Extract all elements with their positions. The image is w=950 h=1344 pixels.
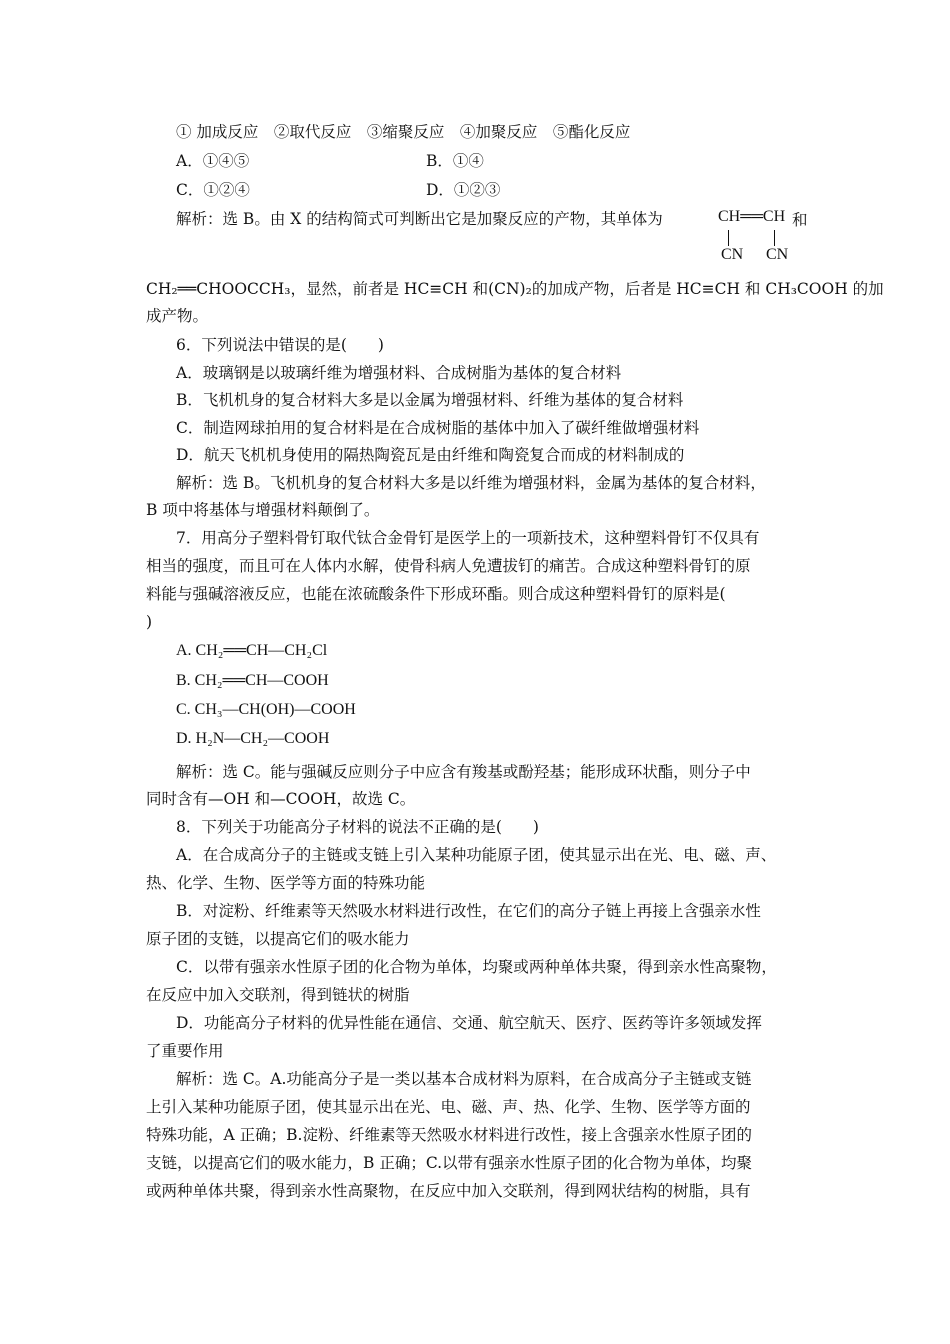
q6-option-a: A．玻璃钢是以玻璃纤维为增强材料、合成树脂为基体的复合材料 [176, 364, 622, 382]
q7-stem-line-1: 7．用高分子塑料骨钉取代钛合金骨钉是医学上的一项新技术，这种塑料骨钉不仅具有 [176, 529, 760, 547]
q6-analysis-line-2: B 项中将基体与增强材料颠倒了。 [146, 501, 380, 519]
q7-analysis-line-1: 解析：选 C。能与强碱反应则分子中应含有羧基或酚羟基；能形成环状酯，则分子中 [176, 763, 751, 781]
monomer-backbone: CH══CH [718, 208, 786, 225]
q5-option-d: D．①②③ [426, 181, 501, 199]
bond-line-left [728, 230, 729, 246]
q8-option-d-line-2: 了重要作用 [146, 1042, 224, 1060]
q8-option-c-line-1: C．以带有强亲水性原子团的化合物为单体，均聚或两种单体共聚，得到亲水性高聚物， [176, 958, 777, 976]
q5-option-a: A．①④⑤ [176, 152, 250, 170]
q6-option-c: C．制造网球拍用的复合材料是在合成树脂的基体中加入了碳纤维做增强材料 [176, 419, 700, 437]
q8-analysis-line-1: 解析：选 C。A.功能高分子是一类以基本合成材料为原料，在合成高分子主链或支链 [176, 1070, 752, 1088]
monomer-structure [718, 208, 810, 264]
q7-stem-line-2: 相当的强度，而且可在人体内水解，使骨科病人免遭拔钉的痛苦。合成这种塑料骨钉的原 [146, 557, 751, 575]
q8-analysis-line-5: 或两种单体共聚，得到亲水性高聚物，在反应中加入交联剂，得到网状结构的树脂，具有 [146, 1182, 751, 1200]
q5-option-row-2 [176, 180, 501, 200]
q8-stem: 8．下列关于功能高分子材料的说法不正确的是( ) [176, 818, 539, 836]
q7-option-d: D. H₂N—CH₂—COOH [176, 730, 330, 747]
q8-option-d-line-1: D．功能高分子材料的优异性能在通信、交通、航空航天、医疗、医药等许多领域发挥 [176, 1014, 762, 1032]
q5-analysis-line-3: 成产物。 [146, 307, 209, 325]
q7-option-c: C. CH₃—CH(OH)—COOH [176, 701, 356, 718]
q8-analysis-line-4: 支链，以提高它们的吸水能力，B 正确；C.以带有强亲水性原子团的化合物为单体，均聚 [146, 1154, 753, 1172]
q8-option-c-line-2: 在反应中加入交联剂，得到链状的树脂 [146, 986, 410, 1004]
q8-analysis-line-3: 特殊功能，A 正确；B.淀粉、纤维素等天然吸水材料进行改性，接上含强亲水性原子团的 [146, 1126, 752, 1144]
q7-stem-line-4: ) [146, 613, 153, 631]
monomer-right-substituent: CN [766, 246, 789, 263]
q8-option-b-line-1: B．对淀粉、纤维素等天然吸水材料进行改性，在它们的高分子链上再接上含强亲水性 [176, 902, 761, 920]
q5-option-row-1 [176, 151, 484, 171]
q8-option-a-line-1: A．在合成高分子的主链或支链上引入某种功能原子团，使其显示出在光、电、磁、声、 [176, 846, 777, 864]
q6-stem: 6．下列说法中错误的是( ) [176, 336, 384, 354]
q7-option-a: A. CH₂══CH—CH₂Cl [176, 642, 328, 659]
q8-option-b-line-2: 原子团的支链，以提高它们的吸水能力 [146, 930, 410, 948]
q7-option-b: B. CH₂══CH—COOH [176, 672, 329, 689]
q6-option-d: D．航天飞机机身使用的隔热陶瓷瓦是由纤维和陶瓷复合而成的材料制成的 [176, 446, 685, 464]
q8-option-a-line-2: 热、化学、生物、医学等方面的特殊功能 [146, 874, 426, 892]
bond-line-right [774, 230, 775, 246]
q6-option-b: B．飞机机身的复合材料大多是以金属为增强材料、纤维为基体的复合材料 [176, 391, 684, 409]
q5-reaction-types: ① 加成反应 ②取代反应 ③缩聚反应 ④加聚反应 ⑤酯化反应 [176, 123, 631, 141]
monomer-and-text: 和 [792, 211, 808, 229]
q7-stem-line-3: 料能与强碱溶液反应，也能在浓硫酸条件下形成环酯。则合成这种塑料骨钉的原料是( [146, 585, 726, 603]
q5-analysis-line-2: CH₂══CHOOCCH₃，显然，前者是 HC≡CH 和(CN)₂的加成产物，后者是 HC≡CH 和 CH₃COOH 的加 [146, 280, 884, 298]
q7-analysis-line-2: 同时含有—OH 和—COOH，故选 C。 [146, 790, 416, 808]
monomer-left-substituent: CN [721, 246, 744, 263]
q6-analysis-line-1: 解析：选 B。飞机机身的复合材料大多是以纤维为增强材料，金属为基体的复合材料， [176, 474, 766, 492]
q8-analysis-line-2: 上引入某种功能原子团，使其显示出在光、电、磁、声、热、化学、生物、医学等方面的 [146, 1098, 751, 1116]
q5-option-b: B．①④ [426, 152, 484, 170]
q5-analysis-line-1: 解析：选 B。由 X 的结构简式可判断出它是加聚反应的产物，其单体为 [176, 210, 663, 228]
q5-option-c: C．①②④ [176, 181, 250, 199]
